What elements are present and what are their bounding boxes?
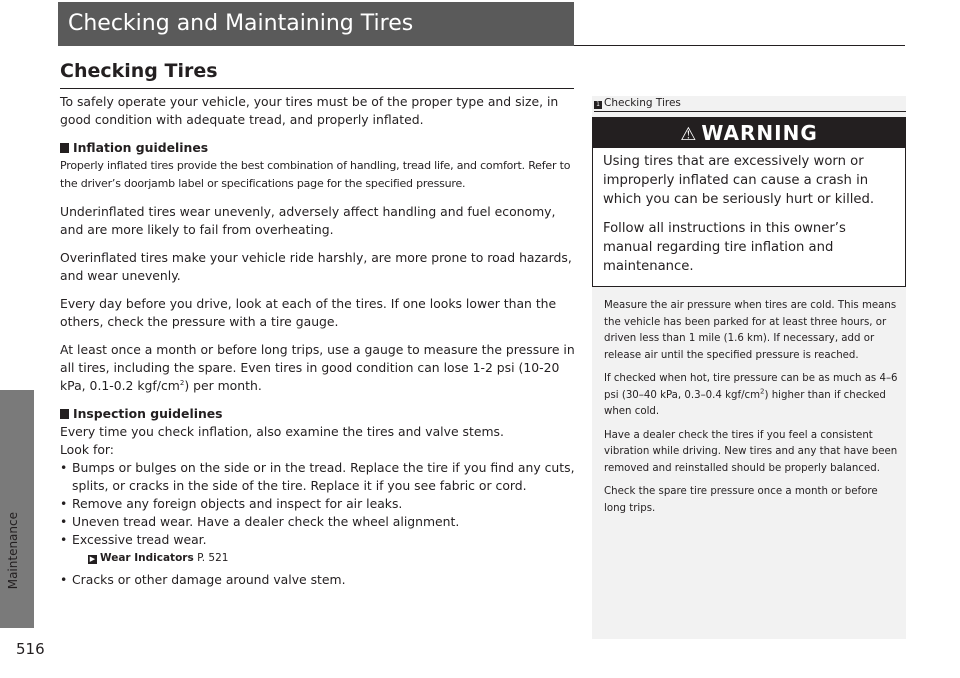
cross-reference-link[interactable]: ▶ Wear Indicators P. 521 xyxy=(89,552,229,564)
list-item: • Uneven tread wear. Have a dealer check the wheel alignment. xyxy=(60,514,460,529)
inspection-list xyxy=(60,459,576,549)
side-tab xyxy=(0,390,34,628)
side-notes-text xyxy=(604,298,898,517)
inflation-p3: Overinflated tires make your vehicle ride harshly, are more prone to road hazards, and wear unevenly. xyxy=(60,250,572,283)
warning-text-1: Using tires that are excessively worn or improperly inflated can cause a crash in which you can be seriously hurt or killed. xyxy=(603,154,875,207)
square-bullet-icon xyxy=(60,143,69,153)
title-rule xyxy=(574,45,905,46)
inspection-heading: Inspection guidelines xyxy=(60,405,576,423)
reference-icon: 1 xyxy=(594,101,602,109)
warning-text-2: Follow all instructions in this owner’s manual regarding tire inflation and maintenance. xyxy=(603,221,846,274)
section-title: Checking Tires xyxy=(60,60,218,82)
list-item: • Cracks or other damage around valve stem. xyxy=(60,572,346,587)
inflation-p5: At least once a month or before long trips, use a gauge to measure the pressure in all tires, including the spare. Even tires in good condition can lose 1-2 psi (10-20 kPa, 0.1-0.2 kgf/$cm^2$) per month. xyxy=(60,342,575,393)
main-content xyxy=(60,93,576,589)
note-2: If checked when hot, tire pressure can be as much as 4–6 psi (30–40 kPa, 0.3–0.4 kgf/$cm^2$) higher than if checked when cold. xyxy=(604,373,898,417)
inspection-intro: Every time you check inflation, also examine the tires and valve stems. xyxy=(60,424,504,439)
section-rule xyxy=(60,88,574,89)
list-item: • Bumps or bulges on the side or in the tread. Replace the tire if you find any cuts, splits, or cracks in the side of the tire. Replace it if you see fabric or cord. xyxy=(60,460,575,493)
list-item: • Remove any foreign objects and inspect for air leaks. xyxy=(60,496,403,511)
side-notes-rule xyxy=(594,111,906,112)
arrow-right-icon: ▶ xyxy=(89,555,96,563)
inspection-list-last xyxy=(60,571,576,589)
warning-triangle-icon: ⚠ xyxy=(680,124,698,145)
note-4: Check the spare tire pressure once a month or before long trips. xyxy=(604,486,878,514)
square-bullet-icon xyxy=(60,409,69,419)
chapter-title-bar xyxy=(58,2,574,46)
intro-paragraph: To safely operate your vehicle, your tires must be of the proper type and size, in good condition with adequate tread, and properly inflated. xyxy=(60,94,559,127)
warning-header: ⚠ WARNING xyxy=(593,118,905,148)
warning-box xyxy=(592,117,906,287)
inflation-heading: Inflation guidelines xyxy=(60,139,576,157)
inflation-p1: Properly inflated tires provide the best combination of handling, tread life, and comfort. Refer to the driver’s doorjamb label or specifications page for the specified pressure. xyxy=(60,159,571,190)
note-3: Have a dealer check the tires if you feel a consistent vibration while driving. New tires and any that have been removed and reinstalled should be properly balanced. xyxy=(604,429,898,474)
inflation-p2: Underinflated tires wear unevenly, adversely affect handling and fuel economy, and are more likely to fail from overheating. xyxy=(60,204,556,237)
chapter-title: Checking and Maintaining Tires xyxy=(68,11,414,36)
side-tab-label: Maintenance xyxy=(6,512,20,590)
note-1: Measure the air pressure when tires are cold. This means the vehicle has been parked for at least three hours, or driven less than 1 mile (1.6 km). If necessary, add or release air until the specified pressure is reached. xyxy=(604,300,897,361)
list-item: • Excessive tread wear. xyxy=(60,532,207,547)
side-notes-title: 1 Checking Tires xyxy=(594,97,681,109)
inflation-p4: Every day before you drive, look at each of the tires. If one looks lower than the others, check the pressure with a tire gauge. xyxy=(60,296,557,329)
warning-body xyxy=(603,152,899,276)
inspection-look-for: Look for: xyxy=(60,442,114,457)
page-number: 516 xyxy=(16,640,45,658)
